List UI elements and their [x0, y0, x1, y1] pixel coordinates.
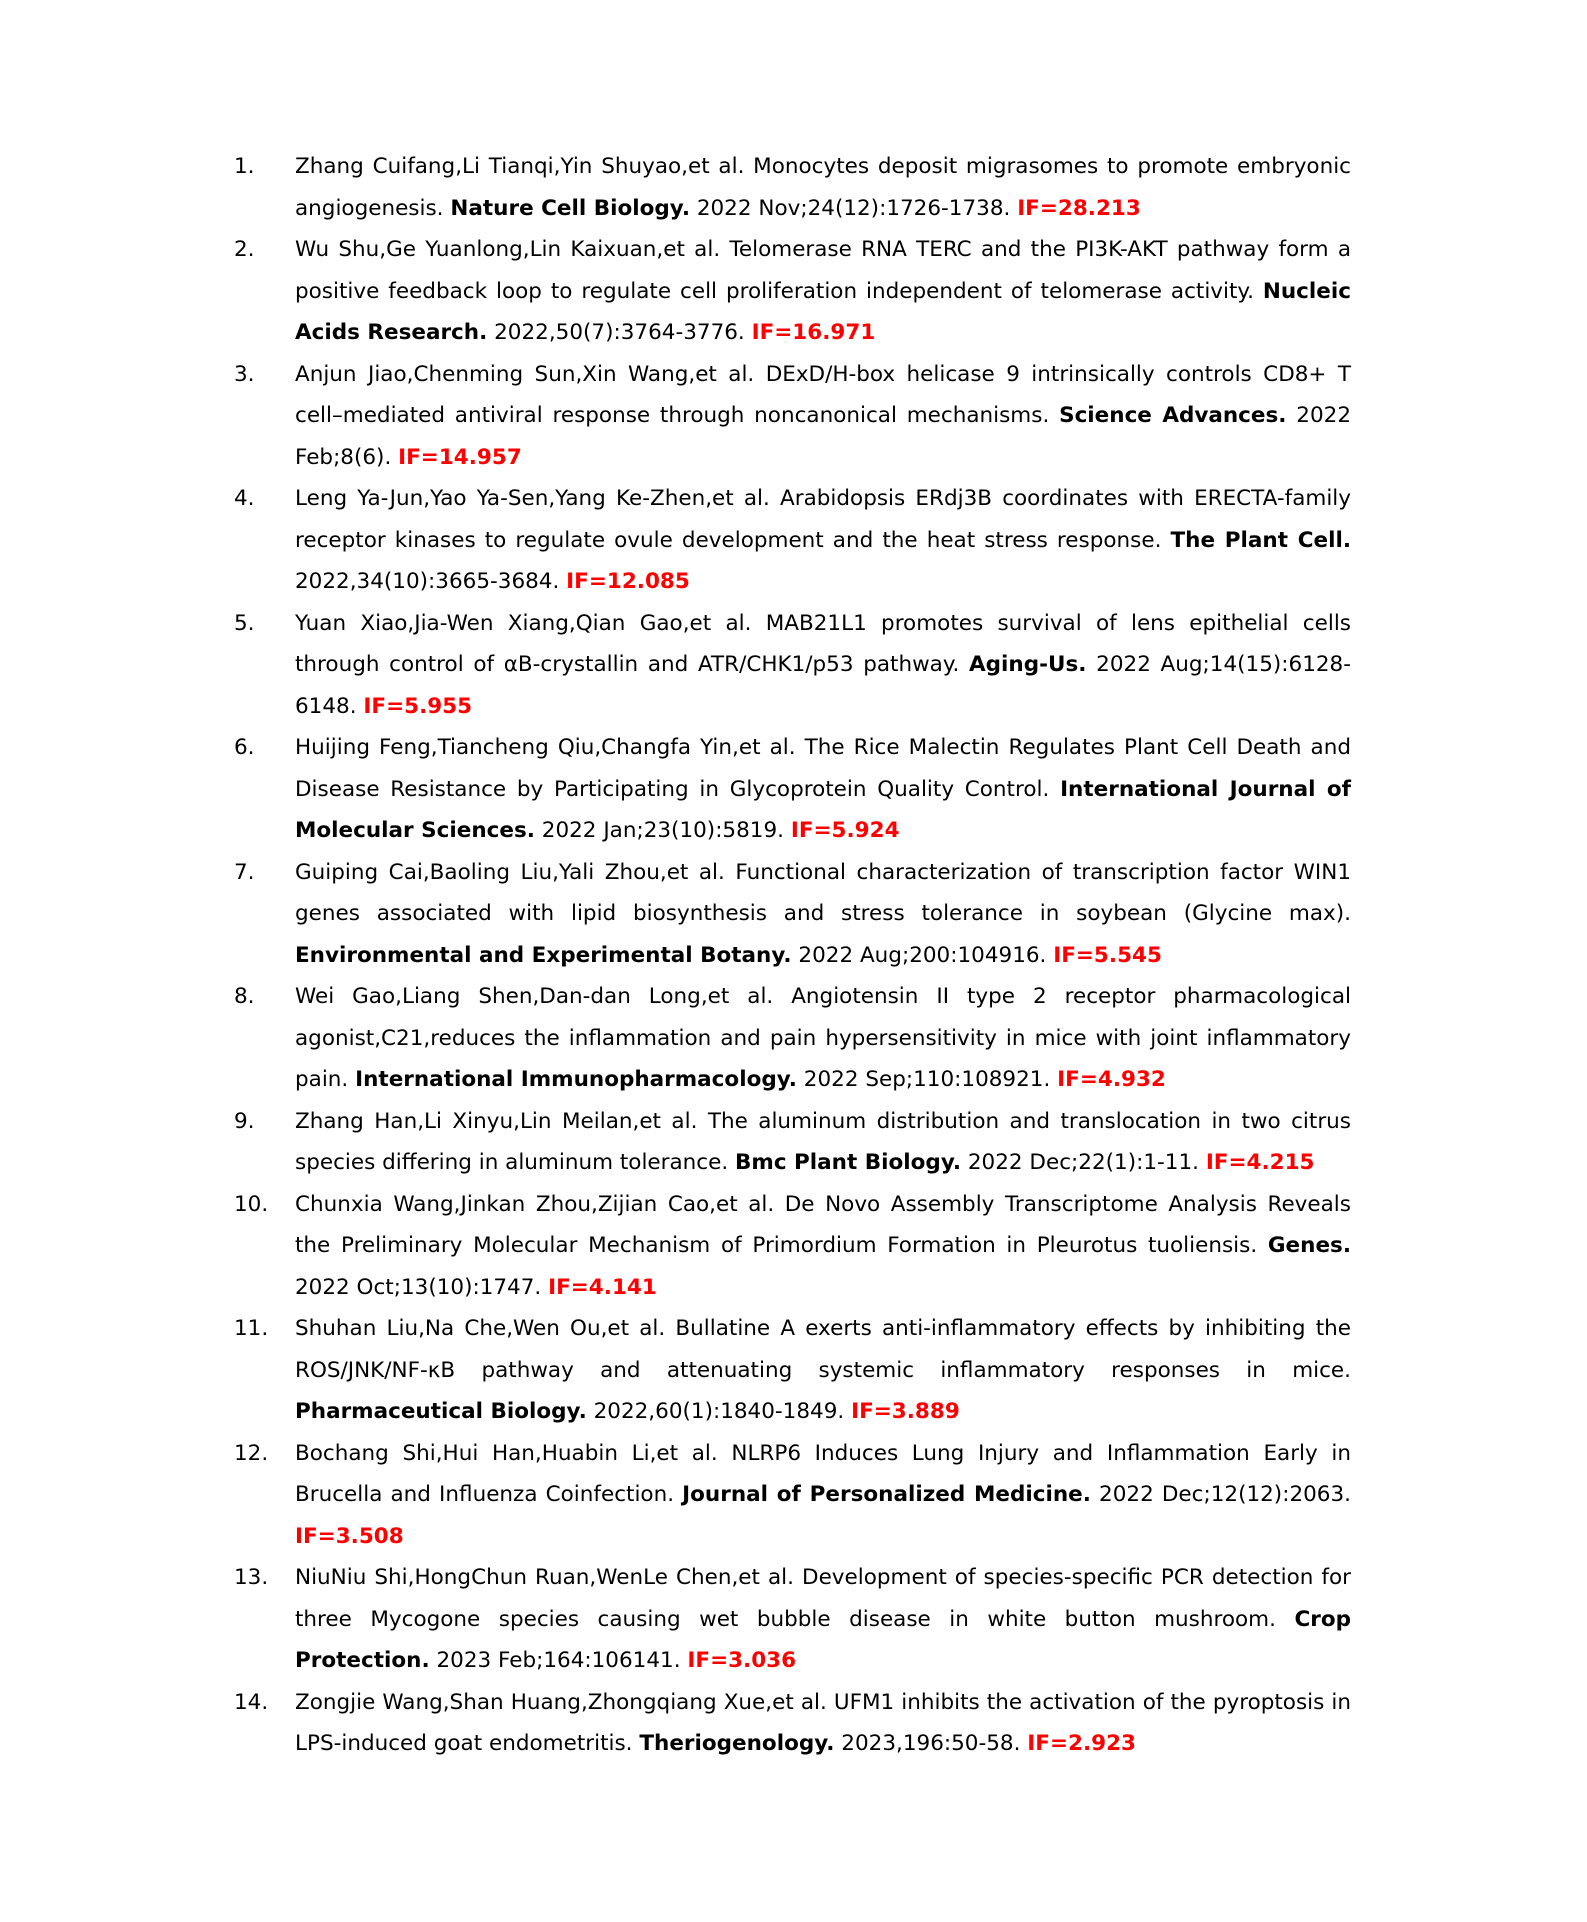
entry-number: 3.: [234, 361, 255, 387]
entry-citation: 2022,60(1):1840-1849.: [593, 1399, 845, 1424]
entry-journal: Nature Cell Biology.: [450, 195, 690, 221]
entry-journal: Pharmaceutical Biology.: [295, 1399, 587, 1424]
entry-authors-title: Wei Gao,Liang Shen,Dan-dan Long,et al. Angiotensin II type 2 receptor pharmacological agonist,C21,reduces the inflammation and pain hypersensitivity in mice with joint inflammatory pain.: [295, 984, 1351, 1092]
publication-item: [234, 229, 1351, 354]
entry-impact-factor: IF=12.085: [566, 569, 690, 594]
entry-impact-factor: IF=4.141: [548, 1274, 657, 1300]
entry-citation: 2022 Oct;13(10):1747.: [295, 1274, 542, 1300]
entry-citation: 2022 Nov;24(12):1726-1738.: [696, 195, 1011, 221]
entry-journal: Bmc Plant Biology.: [735, 1150, 962, 1175]
entry-authors-title: Yuan Xiao,Jia-Wen Xiang,Qian Gao,et al. MAB21L1 promotes survival of lens epithelial cells through control of αB-crystallin and ATR/CHK1/p53 pathway.: [295, 610, 1351, 677]
entry-impact-factor: IF=4.932: [1057, 1067, 1166, 1092]
entry-authors-title: Leng Ya-Jun,Yao Ya-Sen,Yang Ke-Zhen,et al. Arabidopsis ERdj3B coordinates with ERECTA-family receptor kinases to regulate ovule development and the heat stress response.: [295, 486, 1351, 553]
entry-journal: Genes.: [1267, 1233, 1351, 1258]
entry-authors-title: Guiping Cai,Baoling Liu,Yali Zhou,et al. Functional characterization of transcription factor WIN1 genes associated with lipid biosynthesis and stress tolerance in soybean (Glycine max).: [295, 859, 1351, 926]
entry-citation: 2022 Dec;12(12):2063.: [1099, 1482, 1351, 1507]
entry-number: 7.: [234, 859, 255, 885]
entry-journal: The Plant Cell.: [1170, 527, 1351, 553]
entry-citation: 2023,196:50-58.: [841, 1731, 1021, 1756]
publication-item: [234, 1308, 1351, 1433]
entry-number: 6.: [234, 735, 255, 760]
entry-authors-title: Bochang Shi,Hui Han,Huabin Li,et al. NLRP6 Induces Lung Injury and Inflammation Early in Brucella and Influenza Coinfection.: [295, 1440, 1351, 1507]
entry-number: 12.: [234, 1440, 269, 1466]
entry-impact-factor: IF=14.957: [398, 444, 522, 470]
entry-number: 4.: [234, 486, 255, 511]
entry-number: 1.: [234, 154, 255, 179]
entry-citation: 2023 Feb;164:106141.: [436, 1648, 681, 1673]
entry-impact-factor: IF=5.955: [363, 693, 473, 719]
publication-item: [234, 852, 1351, 977]
entry-authors-title: Anjun Jiao,Chenming Sun,Xin Wang,et al. DExD/H-box helicase 9 intrinsically controls CD8+ T cell–mediated antiviral response through noncanonical mechanisms.: [295, 361, 1351, 428]
entry-impact-factor: IF=16.971: [751, 320, 876, 345]
entry-journal: Environmental and Experimental Botany.: [295, 942, 792, 968]
entry-journal: Journal of Personalized Medicine.: [682, 1482, 1091, 1507]
entry-citation: 2022 Aug;14(15):6128-6148.: [295, 652, 1351, 719]
entry-journal: Nucleic Acids Research.: [295, 278, 1351, 345]
entry-citation: 2022 Jan;23(10):5819.: [541, 818, 784, 843]
entry-number: 13.: [234, 1565, 269, 1590]
entry-number: 14.: [234, 1689, 269, 1715]
entry-authors-title: Zongjie Wang,Shan Huang,Zhongqiang Xue,et al. UFM1 inhibits the activation of the pyroptosis in LPS-induced goat endometritis.: [295, 1689, 1351, 1756]
entry-authors-title: Zhang Han,Li Xinyu,Lin Meilan,et al. The aluminum distribution and translocation in two citrus species differing in aluminum tolerance.: [295, 1108, 1351, 1175]
entry-number: 2.: [234, 237, 255, 262]
entry-number: 8.: [234, 984, 255, 1009]
entry-journal: International Journal of Molecular Sciences.: [295, 776, 1351, 843]
entry-citation: 2022 Sep;110:108921.: [803, 1067, 1051, 1092]
entry-authors-title: Shuhan Liu,Na Che,Wen Ou,et al. Bullatine A exerts anti-inflammatory effects by inhibiting the ROS/JNK/NF-κB pathway and attenuating systemic inflammatory responses in mice.: [295, 1316, 1351, 1383]
entry-journal: Science Advances.: [1059, 403, 1287, 428]
publication-item: [234, 146, 1351, 229]
entry-journal: International Immunopharmacology.: [355, 1067, 797, 1092]
entry-authors-title: Zhang Cuifang,Li Tianqi,Yin Shuyao,et al. Monocytes deposit migrasomes to promote embryonic angiogenesis.: [295, 154, 1351, 221]
publication-item: [234, 478, 1351, 603]
entry-journal: Theriogenology.: [639, 1731, 835, 1756]
publication-item: [234, 1101, 1351, 1184]
publication-item: [234, 354, 1351, 479]
entry-number: 10.: [234, 1191, 269, 1217]
publication-item: [234, 727, 1351, 852]
entry-authors-title: Huijing Feng,Tiancheng Qiu,Changfa Yin,et al. The Rice Malectin Regulates Plant Cell Death and Disease Resistance by Participating in Glycoprotein Quality Control.: [295, 735, 1351, 802]
publication-item: [234, 1557, 1351, 1682]
publication-item: [234, 1682, 1351, 1765]
entry-impact-factor: IF=3.508: [295, 1523, 404, 1549]
entry-citation: 2022 Aug;200:104916.: [798, 942, 1047, 968]
publication-item: [234, 1433, 1351, 1558]
entry-citation: 2022,50(7):3764-3776.: [494, 320, 745, 345]
entry-impact-factor: IF=4.215: [1205, 1150, 1315, 1175]
entry-impact-factor: IF=5.545: [1053, 942, 1162, 968]
entry-number: 11.: [234, 1316, 269, 1341]
publication-item: [234, 603, 1351, 728]
entry-impact-factor: IF=2.923: [1027, 1731, 1136, 1756]
entry-citation: 2022 Feb;8(6).: [295, 403, 1351, 470]
publication-item: [234, 1184, 1351, 1309]
entry-journal: Aging-Us.: [969, 652, 1087, 677]
entry-impact-factor: IF=28.213: [1017, 195, 1141, 221]
entry-citation: 2022,34(10):3665-3684.: [295, 569, 560, 594]
entry-impact-factor: IF=3.889: [851, 1399, 960, 1424]
entry-journal: Crop Protection.: [295, 1606, 1351, 1673]
entry-authors-title: Chunxia Wang,Jinkan Zhou,Zijian Cao,et al. De Novo Assembly Transcriptome Analysis Reveals the Preliminary Molecular Mechanism of Primordium Formation in Pleurotus tuoliensis.: [295, 1191, 1351, 1258]
publication-item: [234, 976, 1351, 1101]
entry-number: 5.: [234, 610, 255, 636]
entry-impact-factor: IF=5.924: [790, 818, 900, 843]
entry-citation: 2022 Dec;22(1):1-11.: [967, 1150, 1199, 1175]
entry-impact-factor: IF=3.036: [687, 1648, 797, 1673]
entry-number: 9.: [234, 1108, 255, 1134]
entry-authors-title: Wu Shu,Ge Yuanlong,Lin Kaixuan,et al. Telomerase RNA TERC and the PI3K-AKT pathway form a positive feedback loop to regulate cell proliferation independent of telomerase activity.: [295, 237, 1351, 304]
entry-authors-title: NiuNiu Shi,HongChun Ruan,WenLe Chen,et al. Development of species-specific PCR detection for three Mycogone species causing wet bubble disease in white button mushroom.: [295, 1565, 1351, 1632]
